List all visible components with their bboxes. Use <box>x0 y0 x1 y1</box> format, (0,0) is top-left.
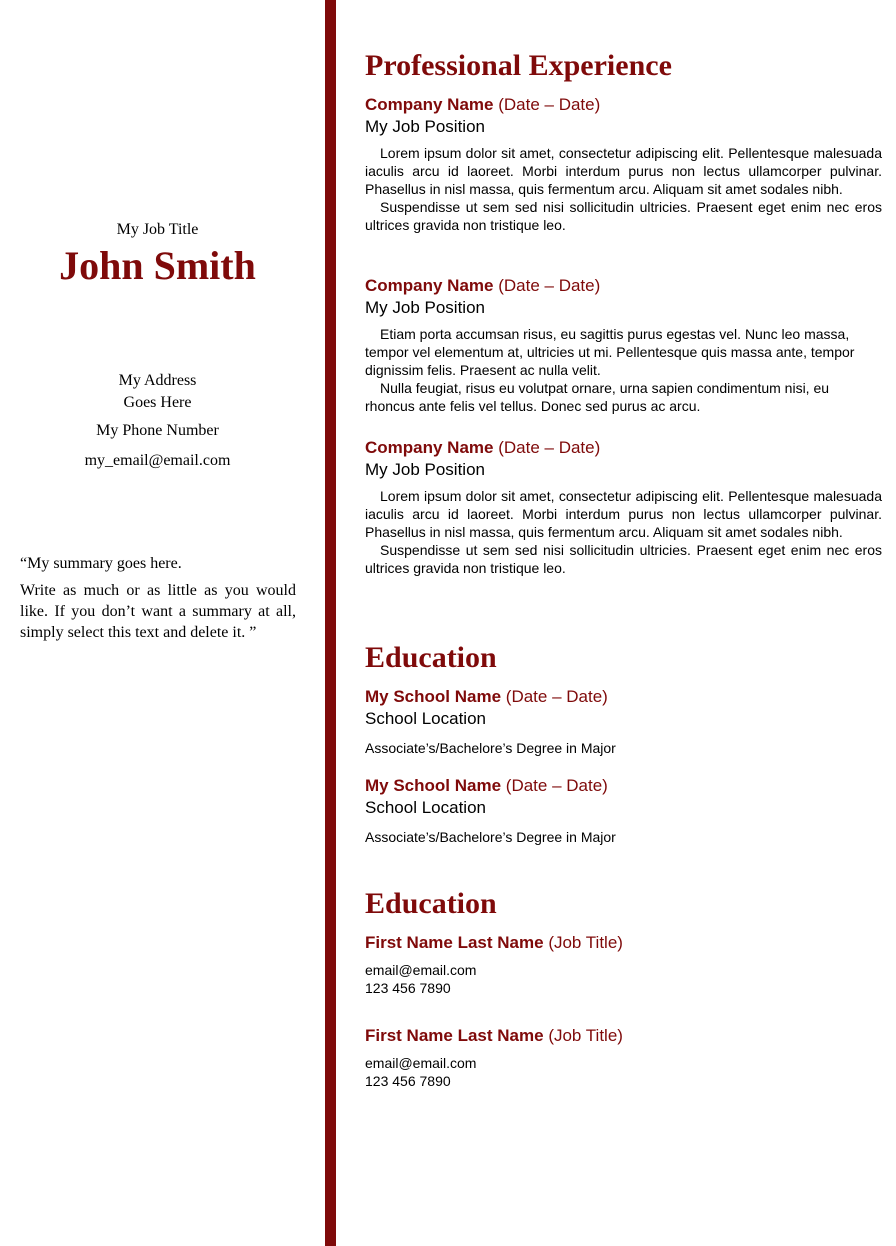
reference-title: (Job Title) <box>548 933 623 952</box>
job-header <box>365 275 882 297</box>
job-description <box>365 144 882 234</box>
school-header <box>365 686 882 708</box>
degree: Associate’s/Bachelore’s Degree in Major <box>365 829 616 845</box>
job-position: My Job Position <box>365 117 485 136</box>
company-name: Company Name <box>365 438 494 457</box>
job-description <box>365 487 882 577</box>
email-address: my_email@email.com <box>84 452 231 469</box>
reference-email: email@email.com <box>365 1055 477 1071</box>
job-header <box>365 94 882 116</box>
reference-email: email@email.com <box>365 962 477 978</box>
company-name: Company Name <box>365 95 494 114</box>
school-dates: (Date – Date) <box>505 776 608 795</box>
school-entry <box>365 686 882 757</box>
reference-header <box>365 1025 882 1047</box>
job-header <box>365 437 882 459</box>
summary-line-2: Write as much or as little as you would like. If you don’t want a summary at all, simply select this text and delete it. ” <box>20 582 296 641</box>
reference-phone: 123 456 7890 <box>365 1073 451 1089</box>
job-position: My Job Position <box>365 298 485 317</box>
job-dates: (Date – Date) <box>498 95 601 114</box>
job-dates: (Date – Date) <box>498 438 601 457</box>
job-entry <box>365 275 882 415</box>
reference-entry <box>365 932 882 997</box>
job-paragraph: Lorem ipsum dolor sit amet, consectetur adipiscing elit. Pellentesque malesuada iaculis arcu id laoreet. Morbi interdum purus non lectus ullamcorper pulvinar. Phasellus in nisl massa, quis fermentum arcu. Aliquam sit amet sodales nibh. <box>365 145 882 197</box>
address-line-2: Goes Here <box>123 394 192 411</box>
phone-number: My Phone Number <box>96 422 219 439</box>
school-name: My School Name <box>365 687 502 706</box>
school-dates: (Date – Date) <box>505 687 608 706</box>
summary-line-1: “My summary goes here. <box>20 555 182 572</box>
school-entry <box>365 775 882 846</box>
job-entry <box>365 94 882 234</box>
job-paragraph: Lorem ipsum dolor sit amet, consectetur adipiscing elit. Pellentesque malesuada iaculis arcu id laoreet. Morbi interdum purus non lectus ullamcorper pulvinar. Phasellus in nisl massa, quis fermentum arcu. Aliquam sit amet sodales nibh. <box>365 488 882 540</box>
job-paragraph: Etiam porta accumsan risus, eu sagittis purus egestas vel. Nunc leo massa, tempor vel elementum at, ultricies ut mi. Pellentesque quis massa ante, tempor dignissim felis. Praesent ac nulla velit. <box>365 326 855 378</box>
school-name: My School Name <box>365 776 502 795</box>
address <box>0 370 315 414</box>
summary <box>20 553 296 649</box>
job-paragraph: Suspendisse ut sem sed nisi sollicitudin ultricies. Praesent eget enim nec eros ultrices gravida non tristique leo. <box>365 199 882 233</box>
job-entry <box>365 437 882 577</box>
education-heading: Education <box>365 641 497 674</box>
full-name: John Smith <box>59 243 256 288</box>
school-header <box>365 775 882 797</box>
job-paragraph: Nulla feugiat, risus eu volutpat ornare, urna sapien condimentum nisi, eu rhoncus ante felis vel tellus. Donec sed purus ac arcu. <box>365 380 830 414</box>
reference-phone: 123 456 7890 <box>365 980 451 996</box>
job-position: My Job Position <box>365 460 485 479</box>
degree: Associate’s/Bachelore’s Degree in Major <box>365 740 616 756</box>
reference-header <box>365 932 882 954</box>
reference-name: First Name Last Name <box>365 933 544 952</box>
references-heading: Education <box>365 887 497 920</box>
reference-title: (Job Title) <box>548 1026 623 1045</box>
reference-entry <box>365 1025 882 1090</box>
job-paragraph: Suspendisse ut sem sed nisi sollicitudin ultricies. Praesent eget enim nec eros ultrices gravida non tristique leo. <box>365 542 882 576</box>
school-location: School Location <box>365 709 486 728</box>
school-location: School Location <box>365 798 486 817</box>
address-line-1: My Address <box>118 372 197 389</box>
column-divider <box>325 0 336 1246</box>
job-description <box>365 325 882 415</box>
job-dates: (Date – Date) <box>498 276 601 295</box>
experience-heading: Professional Experience <box>365 49 672 82</box>
company-name: Company Name <box>365 276 494 295</box>
reference-name: First Name Last Name <box>365 1026 544 1045</box>
job-title: My Job Title <box>116 221 199 238</box>
